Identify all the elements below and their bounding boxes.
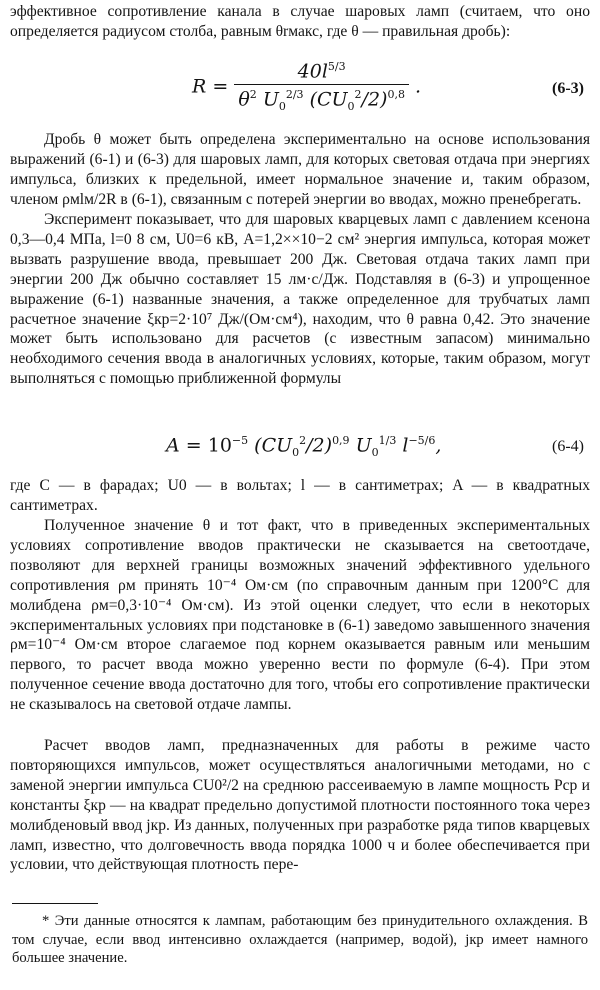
equation-6-4-body: $A = 10^{-5}$ $(CU_0^2/2)^{0,9}$ $U_0^{1/3}$ $l^{-5/6}$, [166,434,442,460]
equation-6-3-body: R = $\frac{40l^{5/3}}{\theta^2 U_0^{2/3} (CU_0^2/2)^{0,8}}$ . [192,60,422,114]
paragraph-4: Полученное значение θ и тот факт, что в приведенных экспериментальных условиях сопротивление вводов практически не сказывается на светоотдаче, позволяют для верхней границы возможных значений эффективного удельного сопротивления ρм принять 10⁻⁴ Ом·см (по справочным данным при 1200°C для молибдена ρм=0,3·10⁻⁴ Ом·см). Из этой оценки следует, что если в некоторых экспериментальных условиях при подстановке в (6-1) заведомо завышенного значения ρм=10⁻⁴ Ом·см второе слагаемое под корнем оказывается равным или меньшим первого, то расчет ввода можно уверенно вести по формуле (6-4). При этом полученное сечение ввода достаточно для того, чтобы его сопротивление практически не сказывалось на световой отдаче лампы. [10,517,590,714]
equation-6-4 [0,432,600,466]
footnote: * Эти данные относятся к лампам, работающим без принудительного охлаждения. В том случае, если ввод интенсивно охлаждается (например, водой), jкр имеет намного большее значение. [12,913,588,967]
equation-6-4-number: (6-4) [552,438,584,455]
paragraph-2: Эксперимент показывает, что для шаровых кварцевых ламп с давлением ксенона 0,3—0,4 МПа, l=0 8 см, U0=6 кВ, A=1,2××10−2 см² энергия импульса, которая может вызвать разрушение ввода, превышает 200 Дж. Световая отдача таких ламп при энергии 200 Дж обычно составляет 15 лм·с/Дж. Подставляя в (6-3) и упрощенное выражение (6-1) названные значения, а также определенное для трубчатых ламп расчетное значение ξкр=2·10⁷ Дж/(Ом·см⁴), находим, что θ равна 0,42. Это значение может быть использовано для расчетов (с известным запасом) минимально необходимого сечения ввода в аналогичных условиях, которые, таким образом, могут выполняться с помощью приближенной формулы [10,211,590,388]
intro-paragraph: эффективное сопротивление канала в случае шаровых ламп (считаем, что оно определяется радиусом столба, равным θrмакс, где θ — правильная дробь): [10,3,590,40]
equation-6-3 [0,60,600,128]
paragraph-5: Расчет вводов ламп, предназначенных для работы в режиме часто повторяющихся импульсов, может осуществляться аналогичными методами, но с заменой энергии импульса CU0²/2 на среднюю рассеиваемую в лампе мощность Pср и константы ξкр — на квадрат предельно допустимой плотности постоянного тока через молибденовый ввод jкр. Из данных, полученных при разработке ряда типов кварцевых ламп, известно, что долговечность ввода порядка 1000 ч и более обеспечивается при условии, что действующая плотность пере- [10,737,590,874]
paragraph-1: Дробь θ может быть определена экспериментально на основе использования выражений (6-1) и (6-3) для шаровых ламп, для которых световая отдача при энергиях импульса, близких к предельной, имеет нормальное значение и, таким образом, членом ρмlм/2R в (6-1), связанным с потерей энергии во вводах, можно пренебрегать. [10,131,590,208]
footnote-rule [12,903,98,904]
paragraph-3: где C — в фарадах; U0 — в вольтах; l — в сантиметрах; A — в квадратных сантиметрах. [10,477,590,514]
equation-6-3-number: (6-3) [552,80,584,97]
